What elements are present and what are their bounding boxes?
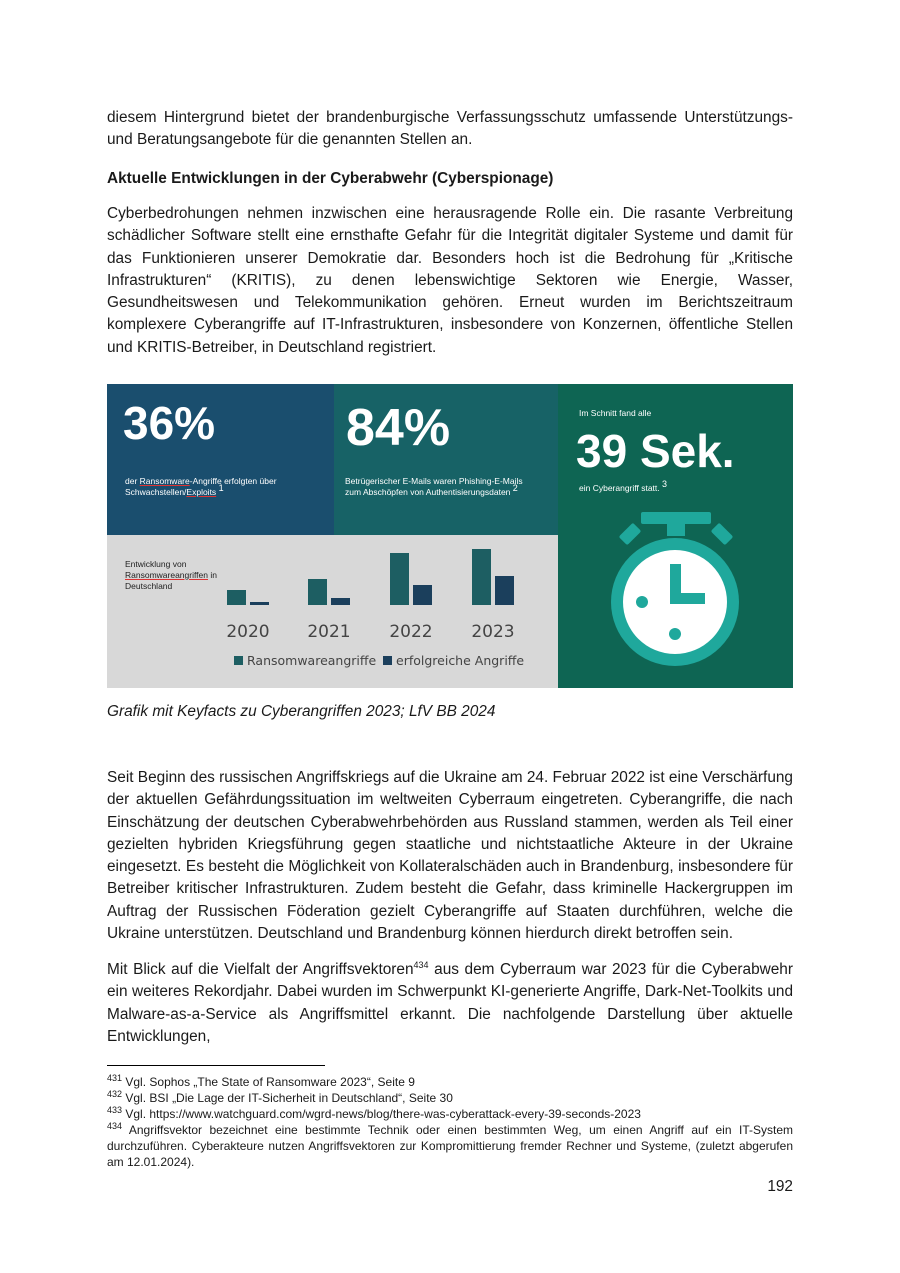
footnote-divider bbox=[107, 1065, 325, 1066]
x-tick-label: 2023 bbox=[471, 622, 515, 642]
stat-value-84: 84% bbox=[346, 399, 451, 457]
bar-erfolgreiche Angriffe-2020 bbox=[250, 602, 269, 605]
legend-swatch bbox=[383, 656, 392, 665]
keyfacts-infographic bbox=[107, 384, 793, 688]
bar-erfolgreiche Angriffe-2022 bbox=[413, 585, 432, 605]
legend-label: Ransomwareangriffe bbox=[247, 653, 377, 668]
bar-Ransomwareangriffe-2021 bbox=[308, 579, 327, 605]
x-tick-label: 2020 bbox=[226, 622, 270, 642]
stat-tile-interval bbox=[558, 384, 793, 688]
stat-pre-text: Im Schnitt fand alle bbox=[579, 408, 652, 418]
bar-erfolgreiche Angriffe-2023 bbox=[495, 576, 514, 605]
stat-value-39sek: 39 Sek. bbox=[576, 425, 735, 477]
stat-post-text: ein Cyberangriff statt. $^3$ bbox=[579, 479, 668, 493]
stat-value-36: 36% bbox=[123, 397, 216, 449]
footnote-433: $^{433}$ Vgl. https://www.watchguard.com/wgrd-news/blog/there-was-cyberattack-every-39-seconds-2023 bbox=[107, 1105, 641, 1121]
chart-panel bbox=[107, 535, 558, 688]
page-number: 192 bbox=[767, 1178, 793, 1195]
stat-text-phishing: Betrügerischer E-Mails waren Phishing-E-Mails zum Abschöpfen von Authentisierungsdaten $^2$ bbox=[345, 476, 523, 497]
paragraph-ukraine: Seit Beginn des russischen Angriffskriegs auf die Ukraine am 24. Februar 2022 ist eine Verschärfung der aktuellen Gefährdungssituation im weltweiten Cyberraum eingetreten. Cyberangriffe, die nach Einschätzung der deutschen Cyberabwehrbehörden aus Russland stammen, werden als Teil einer gezielten hybriden Kriegsführung gegen staatliche und nichtstaatliche Akteure in der Ukraine eingesetzt. Es besteht die Möglichkeit von Kollateralschäden auch in Brandenburg, insbesondere für Betreiber kritischer Infrastrukturen. Zudem besteht die Gefahr, dass kriminelle Hackergruppen im Auftrag der Russischen Föderation gezielt Cyberangriffe auf Staaten durchführen, welche die Ukraine unterstützen. Deutschland und Brandenburg können hierdurch direkt betroffen sein. bbox=[107, 769, 793, 943]
intro-paragraph: diesem Hintergrund bietet der brandenburgische Verfassungsschutz umfassende Unterstützungs- und Beratungsangebote für die genannten Stellen an. bbox=[107, 109, 793, 149]
stat-tile-phishing bbox=[334, 384, 558, 535]
stopwatch-icon bbox=[558, 504, 793, 688]
stat-text-ransomware: der Ransomware-Angriffe erfolgten über Schwachstellen/Exploits $^1$ bbox=[125, 476, 277, 497]
chart-label: Entwicklung von Ransomwareangriffen in Deutschland bbox=[125, 559, 217, 591]
legend-label: erfolgreiche Angriffe bbox=[396, 653, 525, 668]
x-tick-label: 2022 bbox=[389, 622, 433, 642]
bar-Ransomwareangriffe-2020 bbox=[227, 590, 246, 605]
paragraph-cyberthreats: Cyberbedrohungen nehmen inzwischen eine herausragende Rolle ein. Die rasante Verbreitung schädlicher Software stellt eine ernsthafte Gefahr für die Integrität digitaler Systeme und damit für das Funktionieren unserer Demokratie dar. Besonders hoch ist die Bedrohung für „Kritische Infrastrukturen“ (KRITIS), zu denen lebenswichtige Sektoren wie Energie, Wasser, Gesundheitswesen und Telekommunikation gehören. Erneut wurden im Berichtszeitraum komplexere Cyberangriffe auf IT-Infrastrukturen, insbesondere von Konzernen, öffentliche Stellen und KRITIS-Betreiber, in Deutschland registriert. bbox=[107, 205, 793, 356]
footnote-432: $^{432}$ Vgl. BSI „Die Lage der IT-Sicherheit in Deutschland“, Seite 30 bbox=[107, 1089, 453, 1105]
bar-Ransomwareangriffe-2023 bbox=[472, 549, 491, 605]
ransomware-bar-chart bbox=[107, 535, 558, 688]
section-heading: Aktuelle Entwicklungen in der Cyberabwehr (Cyberspionage) bbox=[107, 170, 554, 187]
footnote-434: $^{434}$ Angriffsvektor bezeichnet eine bestimmte Technik oder einen bestimmten Weg, um einen Angriff auf ein IT-System durchzuführen. Cyberakteure nutzen Angriffsvektoren zur Kompromittierung fremder Rechner und Systeme, (zuletzt abgerufen am 12.01.2024). bbox=[107, 1121, 794, 1169]
footnote-431: $^{431}$ Vgl. Sophos „The State of Ransomware 2023“, Seite 9 bbox=[107, 1073, 415, 1089]
x-tick-label: 2021 bbox=[307, 622, 351, 642]
bar-erfolgreiche Angriffe-2021 bbox=[331, 598, 350, 605]
bar-Ransomwareangriffe-2022 bbox=[390, 553, 409, 605]
stat-tile-ransomware bbox=[107, 384, 334, 535]
figure-caption: Grafik mit Keyfacts zu Cyberangriffen 2023; LfV BB 2024 bbox=[107, 703, 496, 720]
paragraph-vectors: Mit Blick auf die Vielfalt der Angriffsvektoren$^{434}$ aus dem Cyberraum war 2023 für die Cyberabwehr ein weiteres Rekordjahr. Dabei wurden im Schwerpunkt KI-generierte Angriffe, Dark-Net-Toolkits und Malware-as-a-Service als Angriffsmittel erkannt. Die nachfolgende Darstellung über aktuelle Entwicklungen, bbox=[107, 959, 793, 1045]
legend-swatch bbox=[234, 656, 243, 665]
